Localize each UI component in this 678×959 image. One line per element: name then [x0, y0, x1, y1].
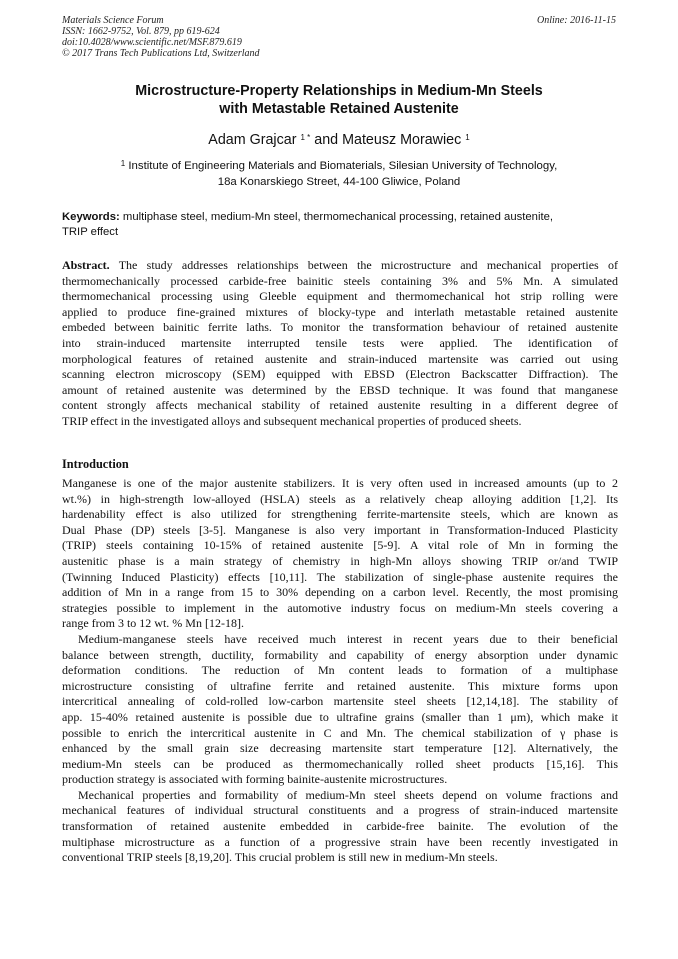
intro-line: mechanical features of individual structural constituents and a progress of strain-induced martensite [62, 803, 618, 818]
keywords-label: Keywords: [62, 211, 120, 223]
intro-line: addition of Mn in a range from 15 to 30% depending on a carbon level. Recently, the most promising [62, 585, 618, 600]
keywords [62, 210, 618, 240]
intro-line: Medium-manganese steels have received much interest in recent years due to their beneficial [78, 631, 618, 646]
affiliation-line-1: Institute of Engineering Materials and Biomaterials, Silesian University of Technology, [128, 160, 558, 172]
author-conjunction: and [314, 132, 339, 148]
affiliation-mark: 1 [120, 159, 126, 168]
abstract-line: into strain-induced martensite interrupted tensile tests were applied. The identification of [62, 335, 618, 350]
section-heading-introduction: Introduction [62, 457, 129, 471]
intro-line: microstructure consisting of ultrafine ferrite and retained austenite. This mixture forms upon [62, 678, 618, 693]
abstract-label: Abstract. [62, 258, 110, 272]
abstract-line: amount of retained austenite was determined by the EBSD technique. It was found that manganese [62, 382, 618, 397]
abstract [62, 258, 618, 430]
intro-line: (Twinning Induced Plasticity) effects [10,11]. The stabilization of single-phase austenite requires the [62, 569, 618, 584]
intro-line: Mechanical properties and formability of medium-Mn steel sheets depend on volume fractions and [78, 787, 618, 802]
author-list [62, 131, 616, 149]
intro-line: strategies possible to implement in the automotive industry focus on medium-Mn steels covering a [62, 600, 618, 615]
affiliation-line-2: 18a Konarskiego Street, 44-100 Gliwice, Poland [217, 176, 461, 188]
abstract-line: TRIP effect in the investigated alloys and subsequent mechanical properties of produced sheets. [62, 413, 522, 428]
intro-line: austenitic phase is a main strategy of chemistry in high-Mn alloys showing TRIP or/and TWIP [62, 553, 618, 568]
intro-line: (TRIP) steels containing 10-15% of retained austenite [5-9]. A vital role of Mn in forming the [62, 538, 618, 553]
paper-title [62, 82, 616, 118]
intro-line: intercritical annealing of cold-rolled low-carbon martensite steel sheets [12,14,18]. The stability of [62, 694, 618, 709]
issn-line: ISSN: 1662-9752, Vol. 879, pp 619-624 [62, 26, 220, 37]
copyright-line: © 2017 Trans Tech Publications Ltd, Switzerland [62, 48, 260, 59]
abstract-line: thermomechanical processing using Gleeble equipment and thermomechanical hot strip rolling were [62, 289, 618, 304]
author-name: Adam Grajcar [208, 132, 297, 148]
intro-line: wt.%) in high-strength low-alloyed (HSLA) steels as a relatively cheap alloying addition [1,2]. Its [62, 491, 618, 506]
abstract-line: applied to produce fine-grained mixtures of blocky-type and interlath metastable retained austenite [62, 304, 618, 319]
intro-line: hardenability effect is also utilized for strengthening ferrite-martensite steels, which are known as [62, 507, 618, 522]
intro-line: range from 3 to 12 wt. % Mn [12-18]. [62, 616, 244, 631]
abstract-line: embeded between bainitic ferrite laths. To monitor the transformation behaviour of retained austenite [62, 320, 618, 335]
journal-header [62, 15, 616, 59]
title-line-1: Microstructure-Property Relationships in Medium-Mn Steels [135, 83, 543, 99]
intro-line: deformation conditions. The reduction of Mn content leads to formation of a multiphase [62, 663, 618, 678]
journal-name: Materials Science Forum [62, 15, 164, 26]
affiliation [62, 158, 616, 190]
intro-line: transformation of retained austenite embedded in carbide-free bainite. The evolution of the [62, 819, 618, 834]
author-affiliation-mark: 1 [465, 133, 470, 142]
title-line-2: with Metastable Retained Austenite [219, 101, 459, 117]
author-affiliation-mark: 1 * [300, 133, 311, 142]
intro-line: Dual Phase (DP) steels [3-5]. Manganese is also very important in Transformation-Induced Plasticity [62, 522, 618, 537]
intro-line: possible to enrich the intercritical austenite in C and Mn. The chemical stabilization of γ phase is [62, 725, 618, 740]
intro-line: enhanced by the small grain size decreasing martensite start temperature [12]. Alternatively, the [62, 741, 618, 756]
introduction-body [62, 476, 618, 866]
doi-line: doi:10.4028/www.scientific.net/MSF.879.619 [62, 37, 242, 48]
intro-line: conventional TRIP steels [8,19,20]. This crucial problem is still new in medium-Mn steels. [62, 850, 498, 865]
abstract-line: morphological features of retained austenite and strain-induced martensite was carried out using [62, 351, 618, 366]
abstract-line: scanning electron microscopy (SEM) equipped with EBSD (Electron Backscatter Diffraction). The [62, 367, 618, 382]
intro-line: medium-Mn steels can be produced as thermomechanically rolled sheet products [15,16]. This [62, 756, 618, 771]
keywords-text: multiphase steel, medium-Mn steel, thermomechanical processing, retained austenite, [122, 211, 554, 223]
intro-line: Manganese is one of the major austenite stabilizers. It is very often used in increased amounts (up to 2 [62, 476, 618, 490]
abstract-line: The study addresses relationships between the microstructure and mechanical properties of [118, 258, 618, 272]
abstract-line: content strongly affects mechanical stability of retained austenite resulting in a different degree of [62, 398, 618, 413]
intro-line: balance between strength, ductility, formability and capability of energy absorption under dynamic [62, 647, 618, 662]
online-date: Online: 2016-11-15 [537, 15, 616, 26]
intro-line: production strategy is associated with forming bainite-austenite microstructures. [62, 772, 448, 787]
author-name: Mateusz Morawiec [342, 132, 462, 148]
abstract-line: thermomechanically processed carbide-free bainitic steels containing 3% and 5% Mn. A simulated [62, 273, 618, 288]
intro-line: app. 15-40% retained austenite is possible due to ultrafine grains (smaller than 1 μm), which make it [62, 709, 618, 724]
keywords-text: TRIP effect [62, 226, 119, 238]
intro-line: multiphase microstructure as a function of a progressive strain have been recently investigated in [62, 834, 618, 849]
